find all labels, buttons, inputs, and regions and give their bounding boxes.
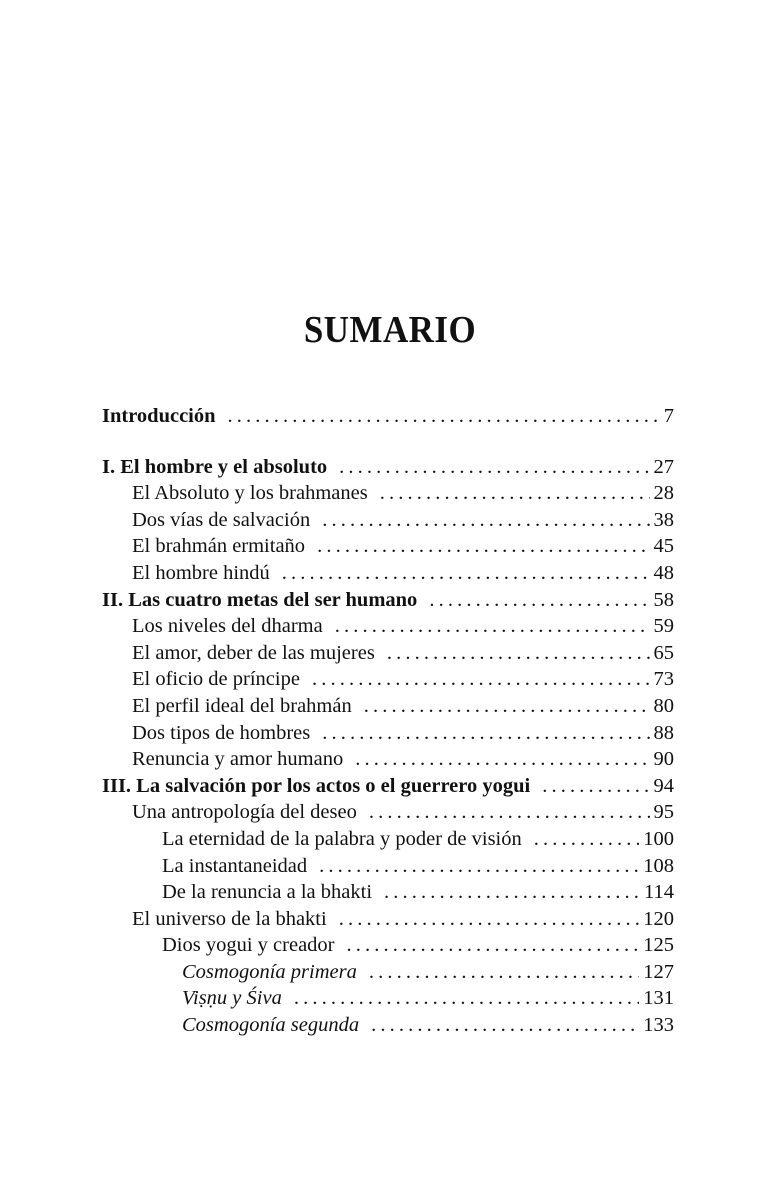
toc-entry (102, 853, 674, 880)
page-title: SUMARIO (303, 309, 477, 351)
toc-entry-title: Una antropología del deseo (132, 801, 357, 824)
toc-entry-page-number: 48 (653, 561, 674, 584)
toc-entry (102, 1012, 674, 1039)
toc-entry-title: Cosmogonía primera (182, 960, 357, 983)
toc-entry-title: Cosmogonía segunda (182, 1014, 360, 1037)
toc-entry-page-number: 100 (643, 827, 674, 850)
dot-leader (228, 403, 660, 430)
toc-entry (102, 480, 674, 507)
toc-entry-title: De la renuncia a la bhakti (162, 881, 373, 904)
dot-leader (364, 693, 650, 720)
toc-entry-page-number: 114 (644, 881, 674, 904)
toc-entry (102, 773, 674, 800)
toc-entry-title: El Absoluto y los brahmanes (132, 482, 368, 505)
toc-entry-title: I. El hombre y el absoluto (102, 455, 328, 478)
dot-leader (534, 826, 640, 853)
toc-entry-page-number: 59 (653, 615, 674, 638)
toc-entry-page-number: 95 (653, 801, 674, 824)
toc-entry-page-number: 88 (653, 721, 674, 744)
dot-leader (339, 906, 640, 933)
toc-entry-page-number: 38 (653, 508, 674, 531)
toc-entry-page-number: 90 (653, 748, 674, 771)
toc-entry-page-number: 28 (653, 482, 674, 505)
toc-entry-page-number: 45 (653, 535, 674, 558)
dot-leader (312, 666, 650, 693)
dot-leader (355, 746, 649, 773)
toc-entry-title: Dos vías de salvación (132, 508, 311, 531)
toc-entry-title: El brahmán ermitaño (132, 535, 306, 558)
toc-entry-page-number: 7 (663, 405, 674, 427)
toc-entry-title: Los niveles del dharma (132, 615, 323, 638)
dot-leader (335, 613, 650, 640)
toc-entry (102, 640, 674, 667)
toc-entry-title: Viṣṇu y Śiva (182, 987, 282, 1010)
toc-entry-title: II. Las cuatro metas del ser humano (102, 588, 418, 611)
toc-entry (102, 879, 674, 906)
dot-leader (322, 720, 649, 747)
dot-leader (371, 1012, 639, 1039)
toc-entry-page-number: 131 (643, 987, 674, 1010)
toc-entry-title: El perfil ideal del brahmán (132, 694, 352, 717)
toc-entry-page-number: 127 (643, 960, 674, 983)
dot-leader (339, 454, 649, 481)
toc-entry (102, 906, 674, 933)
toc-entry (102, 799, 674, 826)
toc-entry-title: El amor, deber de las mujeres (132, 641, 375, 664)
dot-leader (369, 959, 639, 986)
toc-entry (102, 985, 674, 1012)
toc-entry (102, 959, 674, 986)
toc-entry-title: Dos tipos de hombres (132, 721, 311, 744)
toc-entry-page-number: 65 (653, 641, 674, 664)
toc-entry (102, 746, 674, 773)
toc-entry-page-number: 125 (643, 934, 674, 957)
dot-leader (282, 560, 650, 587)
dot-leader (317, 533, 649, 560)
table-of-contents (102, 403, 674, 1039)
toc-entry (102, 403, 674, 430)
dot-leader (387, 640, 650, 667)
toc-entry (102, 693, 674, 720)
toc-entry-page-number: 58 (653, 588, 674, 611)
dot-leader (294, 985, 639, 1012)
toc-entry-page-number: 27 (653, 455, 674, 478)
dot-leader (384, 879, 640, 906)
toc-entry-page-number: 94 (653, 774, 674, 797)
toc-entry (102, 507, 674, 534)
toc-entry (102, 560, 674, 587)
toc-entry-title: III. La salvación por los actos o el guerrero yogui (102, 774, 531, 797)
toc-entry-page-number: 133 (643, 1014, 674, 1037)
dot-leader (347, 932, 640, 959)
toc-entry (102, 932, 674, 959)
toc-entry (102, 613, 674, 640)
dot-leader (542, 773, 649, 800)
dot-leader (322, 507, 649, 534)
toc-entry (102, 533, 674, 560)
toc-entry-title: Renuncia y amor humano (132, 748, 344, 771)
toc-entry (102, 666, 674, 693)
toc-entry (102, 587, 674, 614)
toc-entry-title: El hombre hindú (132, 561, 270, 584)
toc-entry-title: La instantaneidad (162, 854, 308, 877)
toc-entry-title: La eternidad de la palabra y poder de visión (162, 827, 522, 850)
dot-leader (319, 853, 639, 880)
toc-entry-page-number: 73 (653, 668, 674, 691)
toc-entry (102, 826, 674, 853)
toc-entry-title: Introducción (102, 405, 216, 427)
toc-entry-page-number: 108 (643, 854, 674, 877)
toc-entry (102, 720, 674, 747)
dot-leader (380, 480, 650, 507)
toc-entry-title: El universo de la bhakti (132, 907, 327, 930)
toc-entry-page-number: 120 (643, 907, 674, 930)
toc-entry-title: El oficio de príncipe (132, 668, 300, 691)
toc-entry (102, 454, 674, 481)
toc-entry-title: Dios yogui y creador (162, 934, 335, 957)
dot-leader (369, 799, 650, 826)
dot-leader (429, 587, 649, 614)
toc-entry-page-number: 80 (653, 694, 674, 717)
